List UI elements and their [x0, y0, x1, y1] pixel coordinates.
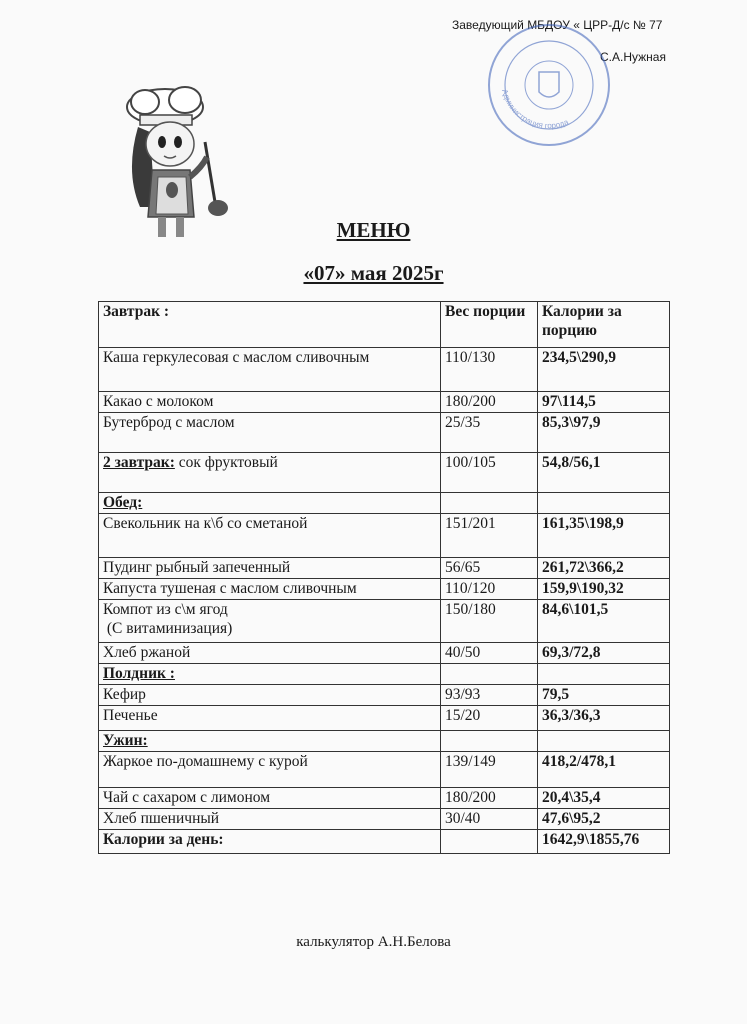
total-label: Калории за день: [99, 830, 441, 854]
dish-calories: 234,5\290,9 [538, 348, 670, 392]
total-row [99, 830, 670, 854]
header-weight: Вес порции [441, 302, 538, 348]
table-row [99, 788, 670, 809]
approval-line-1: Заведующий МБДОУ « ЦРР-Д/с № 77 [452, 18, 663, 32]
table-row [99, 348, 670, 392]
dish-name: Чай с сахаром с лимоном [99, 788, 441, 809]
table-row [99, 558, 670, 579]
total-calories: 1642,9\1855,76 [538, 830, 670, 854]
dish-name: Бутерброд с маслом [99, 413, 441, 453]
section-row [99, 664, 670, 685]
menu-table [98, 301, 670, 854]
dish-name: Компот из с\м ягод (С витаминизация) [99, 600, 441, 643]
dish-name: Капуста тушеная с маслом сливочным [99, 579, 441, 600]
footer-calculator: калькулятор А.Н.Белова [296, 934, 451, 950]
dish-weight: 25/35 [441, 413, 538, 453]
table-row [99, 392, 670, 413]
dish-calories: 69,3/72,8 [538, 643, 670, 664]
dish-name: Хлеб ржаной [99, 643, 441, 664]
table-row [99, 413, 670, 453]
dish-weight: 40/50 [441, 643, 538, 664]
dish-calories: 47,6\95,2 [538, 809, 670, 830]
dish-calories: 97\114,5 [538, 392, 670, 413]
dish-weight: 139/149 [441, 752, 538, 788]
section-label: Полдник : [99, 664, 441, 685]
table-row [99, 809, 670, 830]
dish-weight: 110/120 [441, 579, 538, 600]
dish-name: Кефир [99, 685, 441, 706]
dish-calories: 159,9\190,32 [538, 579, 670, 600]
section-label: Обед: [99, 493, 441, 514]
dish-name: Хлеб пшеничный [99, 809, 441, 830]
page-title: МЕНЮ [336, 218, 411, 242]
dish-weight: 100/105 [441, 453, 538, 493]
dish-calories: 79,5 [538, 685, 670, 706]
section-label: Ужин: [99, 731, 441, 752]
dish-name: Пудинг рыбный запеченный [99, 558, 441, 579]
menu-date: «07» мая 2025г [303, 261, 444, 285]
table-row [99, 752, 670, 788]
table-row [99, 600, 670, 643]
dish-weight: 30/40 [441, 809, 538, 830]
compote-note: (С витаминизация) [106, 620, 233, 637]
section-row [99, 493, 670, 514]
stamp-seal [484, 20, 614, 150]
dish-weight: 110/130 [441, 348, 538, 392]
dish-weight: 15/20 [441, 706, 538, 731]
dish-calories: 261,72\366,2 [538, 558, 670, 579]
dish-weight: 56/65 [441, 558, 538, 579]
dish-calories: 84,6\101,5 [538, 600, 670, 643]
header-calories: Калории за порцию [538, 302, 670, 348]
dish-weight: 180/200 [441, 392, 538, 413]
dish-calories: 54,8/56,1 [538, 453, 670, 493]
dish-name: Какао с молоком [99, 392, 441, 413]
dish-name: Каша геркулесовая с маслом сливочным [99, 348, 441, 392]
stamp-text: Администрация города [499, 88, 570, 131]
dish-calories: 85,3\97,9 [538, 413, 670, 453]
table-row [99, 514, 670, 558]
dish-calories: 20,4\35,4 [538, 788, 670, 809]
dish-name: Печенье [99, 706, 441, 731]
svg-text:Администрация города [500, 88, 570, 130]
dish-calories: 161,35\198,9 [538, 514, 670, 558]
section-row [99, 731, 670, 752]
dish-name: Свекольник на к\б со сметаной [99, 514, 441, 558]
approval-line-2: С.А.Нужная [600, 50, 666, 64]
dish-calories: 418,2/478,1 [538, 752, 670, 788]
dish-name: 2 завтрак: сок фруктовый [99, 453, 441, 493]
dish-weight: 151/201 [441, 514, 538, 558]
table-row [99, 579, 670, 600]
table-row [99, 685, 670, 706]
table-row [99, 453, 670, 493]
dish-calories: 36,3/36,3 [538, 706, 670, 731]
dish-weight: 180/200 [441, 788, 538, 809]
dish-name: Жаркое по-домашнему с курой [99, 752, 441, 788]
header-meal: Завтрак : [99, 302, 441, 348]
second-breakfast-label: 2 завтрак: [103, 454, 175, 471]
table-header-row [99, 302, 670, 348]
table-row [99, 643, 670, 664]
table-row [99, 706, 670, 731]
dish-weight: 93/93 [441, 685, 538, 706]
dish-weight: 150/180 [441, 600, 538, 643]
